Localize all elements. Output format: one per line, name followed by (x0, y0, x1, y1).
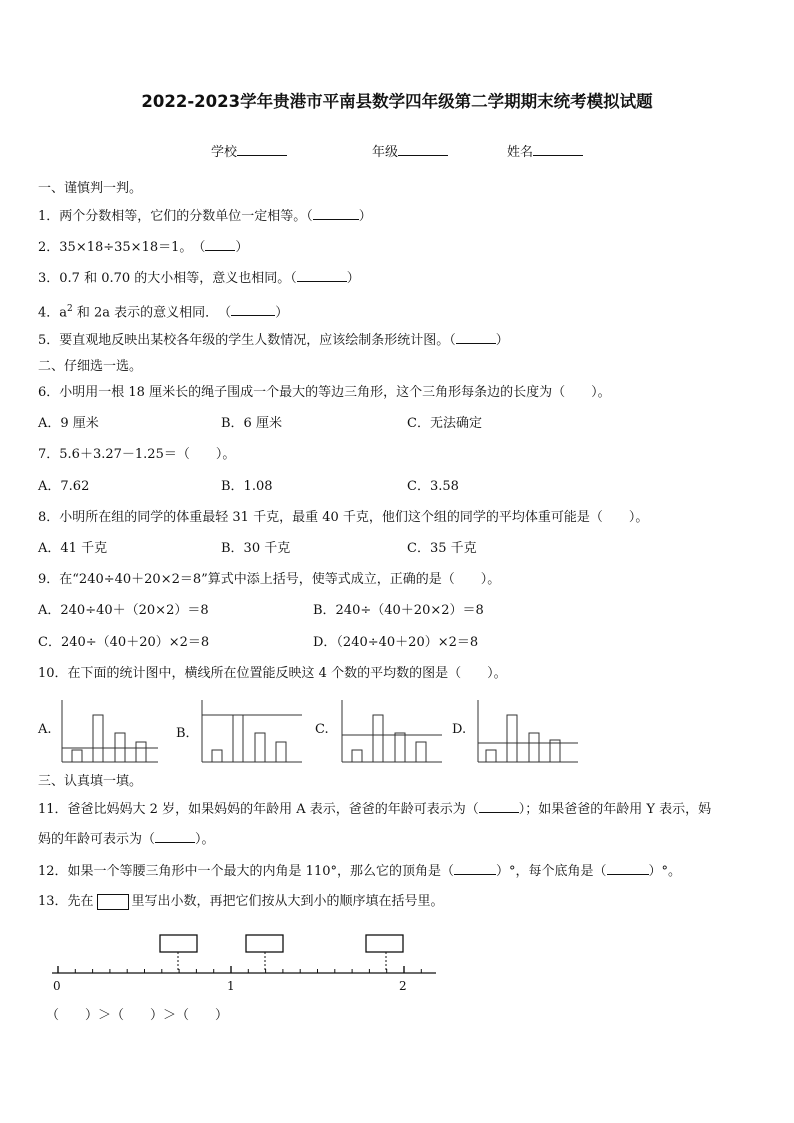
q6-option-c[interactable]: C．无法确定 (407, 416, 482, 431)
name-blank[interactable] (533, 142, 583, 156)
section-3-heading: 三、认真填一填。 (38, 774, 143, 789)
q10-chart-c (340, 700, 444, 764)
question-11-line-1: 11．爸爸比妈妈大 2 岁，如果妈妈的年龄用 A 表示，爸爸的年龄可表示为（ ）；如果爸爸的年龄用 Y 表示，妈 (38, 799, 764, 820)
q11-answer-blank-1[interactable] (479, 799, 519, 813)
q12-answer-blank-1[interactable] (454, 861, 496, 875)
question-4: 4．$a^2$ 和 2a 表示的意义相同． （ ） (38, 304, 289, 321)
question-3: 3．0.7 和 0.70 的大小相等，意义也相同。（ ） (38, 268, 764, 289)
q13-order-blanks[interactable]: （ ）＞（ ）＞（ ） (46, 1008, 229, 1023)
nl-label-2: 2 (399, 979, 407, 993)
q11-answer-blank-2[interactable] (155, 829, 195, 843)
q10-option-d-label[interactable]: D. (452, 722, 467, 737)
bar (529, 733, 539, 762)
question-7: 7．5.6＋3.27－1.25＝（ ）。 (38, 447, 236, 462)
q1-answer-blank[interactable] (313, 206, 359, 220)
grade-blank[interactable] (398, 142, 448, 156)
q6-option-b[interactable]: B．6 厘米 (221, 416, 282, 431)
bar (93, 715, 103, 762)
bar (212, 750, 222, 762)
q9-option-c[interactable]: C．240÷（40＋20）×2＝8 (38, 635, 210, 650)
bar (72, 750, 82, 762)
question-12: 12．如果一个等腰三角形中一个最大的内角是 110°，那么它的顶角是（ ）°，每个底角是（ ）°。 (38, 861, 764, 882)
q9-option-d[interactable]: D．（240÷40＋20）×2＝8 (313, 635, 479, 650)
q7-option-a[interactable]: A．7.62 (38, 479, 90, 494)
q12-answer-blank-2[interactable] (607, 861, 649, 875)
q7-option-b[interactable]: B．1.08 (221, 479, 273, 494)
q9-option-b[interactable]: B．240÷（40＋20×2）＝8 (313, 603, 484, 618)
bar (136, 742, 146, 762)
bar (233, 715, 243, 762)
q6-option-a[interactable]: A．9 厘米 (38, 416, 99, 431)
q8-option-b[interactable]: B．30 千克 (221, 541, 291, 556)
q10-chart-a (60, 700, 160, 764)
q10-chart-b (200, 700, 304, 764)
q13-answer-box-2 (246, 935, 283, 952)
q13-answer-box-3 (366, 935, 403, 952)
school-field: 学校 (211, 141, 287, 160)
q8-option-c[interactable]: C．35 千克 (407, 541, 477, 556)
bar (395, 733, 405, 762)
q13-answer-box-1 (160, 935, 197, 952)
question-1: 1．两个分数相等，它们的分数单位一定相等。（ ） (38, 206, 764, 227)
bar (373, 715, 383, 762)
bar (276, 742, 286, 762)
bar (507, 715, 517, 762)
q8-option-a[interactable]: A．41 千克 (38, 541, 108, 556)
grade-field: 年级 (372, 141, 448, 160)
q13-box-sample (97, 894, 129, 910)
q4-answer-blank[interactable] (231, 302, 275, 316)
question-13: 13．先在 里写出小数，再把它们按从大到小的顺序填在括号里。 (38, 894, 444, 909)
q3-answer-blank[interactable] (297, 268, 347, 282)
question-5: 5．要直观地反映出某校各年级的学生人数情况，应该绘制条形统计图。（ ） (38, 330, 764, 351)
question-9: 9．在“240÷40＋20×2＝8”算式中添上括号，使等式成立，正确的是（ ）。 (38, 572, 501, 587)
page-title: 2022-2023学年贵港市平南县数学四年级第二学期期末统考模拟试题 (141, 92, 653, 111)
name-field: 姓名 (507, 141, 583, 160)
q10-option-a-label[interactable]: A. (38, 722, 52, 737)
bar (486, 750, 496, 762)
q7-option-c[interactable]: C．3.58 (407, 479, 459, 494)
question-11-line-2: 妈的年龄可表示为（ ）。 (38, 829, 764, 850)
nl-label-0: 0 (53, 979, 61, 993)
question-6: 6．小明用一根 18 厘米长的绳子围成一个最大的等边三角形，这个三角形每条边的长度为（ ）。 (38, 385, 611, 400)
q10-option-b-label[interactable]: B． (176, 726, 199, 741)
q9-option-a[interactable]: A．240÷40＋（20×2）＝8 (38, 603, 209, 618)
bar (416, 742, 426, 762)
section-1-heading: 一、谨慎判一判。 (38, 181, 143, 196)
q2-answer-blank[interactable] (205, 237, 235, 251)
school-blank[interactable] (237, 142, 287, 156)
bar (352, 750, 362, 762)
question-10: 10．在下面的统计图中，横线所在位置能反映这 4 个数的平均数的图是（ ）。 (38, 666, 507, 681)
bar (255, 733, 265, 762)
question-2: 2．35×18÷35×18＝1。 （ ） (38, 237, 764, 258)
q5-answer-blank[interactable] (456, 330, 496, 344)
nl-label-1: 1 (227, 979, 235, 993)
section-2-heading: 二、仔细选一选。 (38, 359, 143, 374)
q10-chart-d (476, 700, 580, 764)
question-8: 8．小明所在组的同学的体重最轻 31 千克，最重 40 千克，他们这个组的同学的平均体重可能是（ ）。 (38, 510, 649, 525)
q10-option-c-label[interactable]: C. (315, 722, 329, 737)
